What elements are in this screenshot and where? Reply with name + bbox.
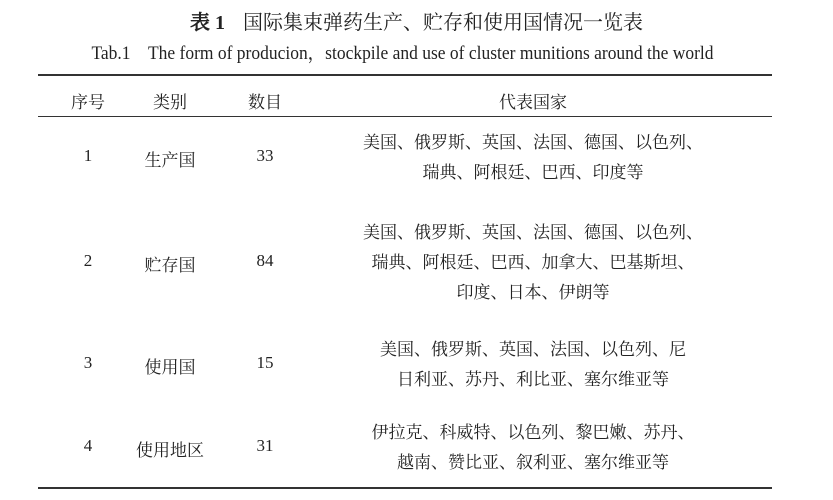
table-title-text: 国际集束弹药生产、贮存和使用国情况一览表: [243, 10, 643, 34]
header-no: 序号: [71, 93, 105, 113]
countries-line: 印度、日本、伊朗等: [456, 283, 610, 303]
countries-line: 越南、赞比亚、叙利亚、塞尔维亚等: [397, 453, 669, 473]
row-count: 84: [256, 251, 274, 270]
countries-line: 伊拉克、科威特、以色列、黎巴嫩、苏丹、: [371, 423, 695, 443]
countries-line: 美国、俄罗斯、英国、法国、德国、以色列、: [363, 223, 703, 243]
row-category: 生产国: [144, 151, 196, 171]
row-number: 3: [83, 353, 93, 372]
top-rule: [38, 74, 772, 76]
table-number: 表 1: [190, 12, 225, 34]
table-subtitle: Tab.1 The form of producion，stockpile and use of cluster munitions around the world: [91, 43, 714, 64]
row-countries: [330, 418, 736, 478]
row-category: 贮存国: [144, 256, 196, 276]
row-count: 33: [256, 146, 274, 165]
header-countries: 代表国家: [499, 93, 567, 113]
countries-line: 日利亚、苏丹、利比亚、塞尔维亚等: [397, 370, 669, 390]
row-number: 4: [83, 436, 93, 455]
countries-line: 美国、俄罗斯、英国、法国、德国、以色列、: [363, 133, 703, 153]
header-count: 数目: [248, 93, 282, 113]
header-category: 类别: [153, 93, 187, 113]
row-number: 1: [83, 146, 93, 165]
table-title: [0, 6, 833, 35]
countries-line: 美国、俄罗斯、英国、法国、以色列、尼: [380, 340, 686, 360]
row-countries: [330, 335, 736, 395]
row-category: 使用国: [144, 358, 196, 378]
row-count: 31: [256, 436, 274, 455]
header-rule: [38, 116, 772, 117]
countries-line: 瑞典、阿根廷、巴西、加拿大、巴基斯坦、: [371, 253, 695, 273]
row-category: 使用地区: [136, 441, 204, 461]
row-number: 2: [83, 251, 93, 270]
row-count: 15: [256, 353, 274, 372]
row-countries: [330, 128, 736, 188]
bottom-rule: [38, 487, 772, 489]
countries-line: 瑞典、阿根廷、巴西、印度等: [422, 163, 644, 183]
row-countries: [330, 218, 736, 308]
